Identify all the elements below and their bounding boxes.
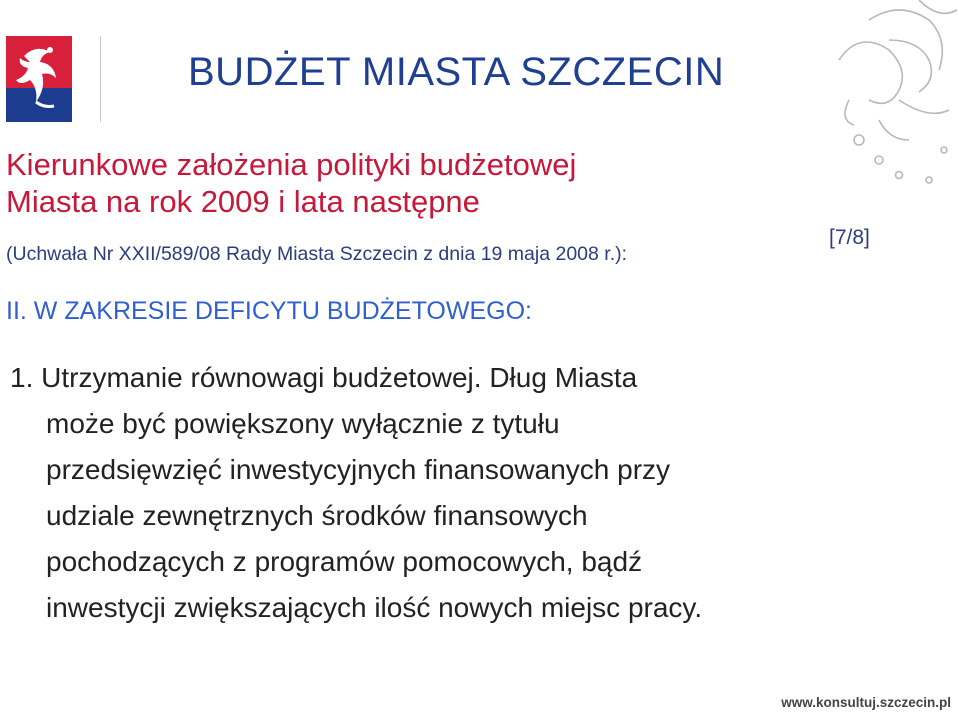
subtitle — [6, 146, 576, 220]
body-text — [10, 355, 910, 631]
body-line: pochodzących z programów pomocowych, bądź — [46, 546, 643, 577]
subtitle-line: Miasta na rok 2009 i lata następne — [6, 184, 480, 219]
body-line: inwestycji zwiększających ilość nowych miejsc pracy. — [46, 592, 703, 623]
section-heading: II. W ZAKRESIE DEFICYTU BUDŻETOWEGO: — [6, 297, 532, 325]
swirl-decoration-icon — [829, 0, 959, 200]
subtitle-line: Kierunkowe założenia polityki budżetowej — [6, 147, 577, 182]
header-divider — [100, 36, 101, 122]
body-line: przedsięwzięć inwestycyjnych finansowanych przy — [46, 454, 671, 485]
szczecin-logo-icon — [6, 36, 72, 122]
page-indicator: [7/8] — [829, 226, 870, 249]
body-line: może być powiększony wyłącznie z tytułu — [46, 408, 560, 439]
page-title: BUDŻET MIASTA SZCZECIN — [188, 50, 725, 94]
footer-url: www.konsultuj.szczecin.pl — [781, 695, 951, 710]
body-line: udziale zewnętrznych środków finansowych — [46, 500, 588, 531]
body-line: 1. Utrzymanie równowagi budżetowej. Dług Miasta — [10, 362, 638, 393]
resolution-reference: (Uchwała Nr XXII/589/08 Rady Miasta Szczecin z dnia 19 maja 2008 r.): — [6, 243, 628, 265]
